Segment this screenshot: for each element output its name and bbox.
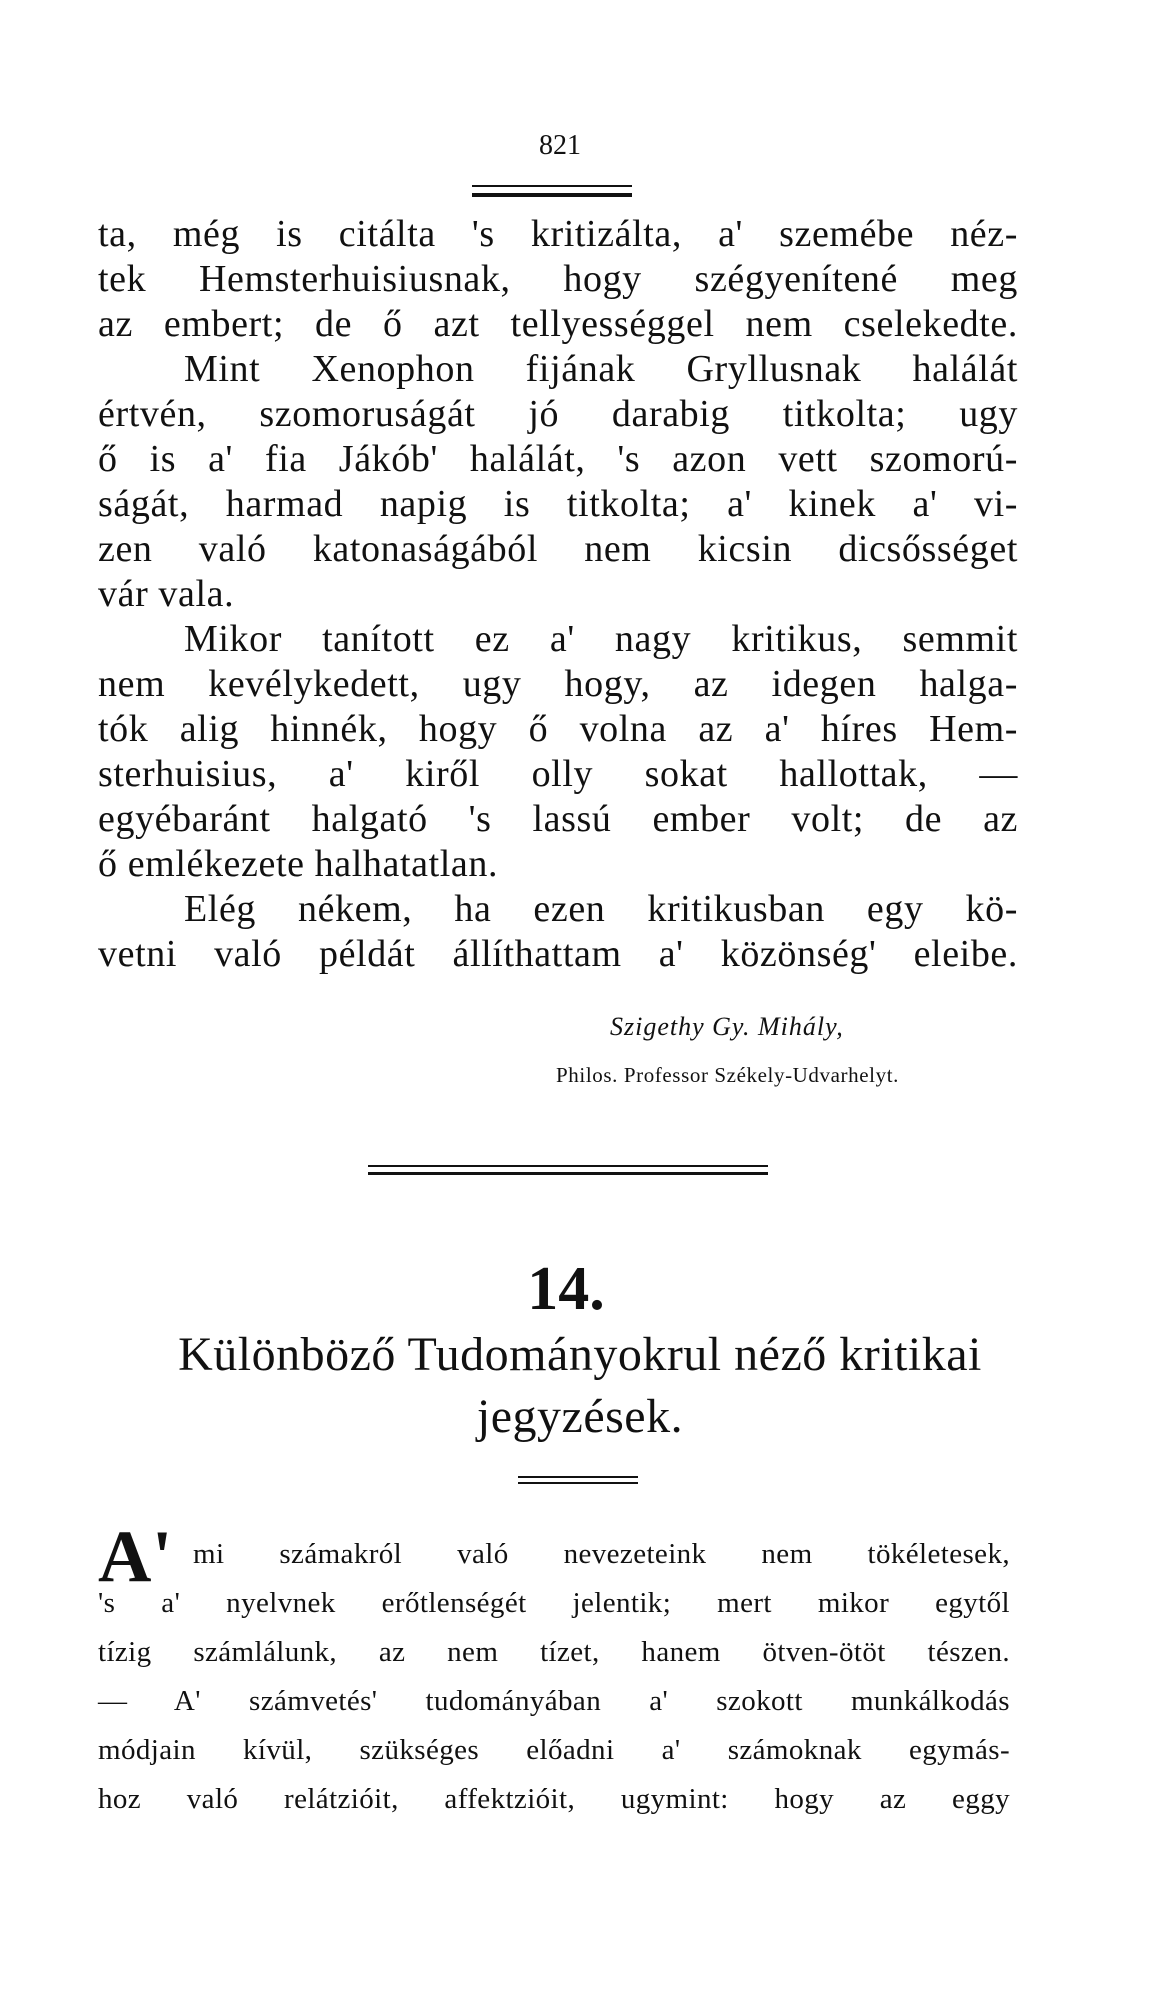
text-line: sterhuisius, a' kiről olly sokat hallottak, — <box>98 753 1018 795</box>
body-line: módjain kívül, szükséges előadni a' számoknak egymás- <box>98 1734 1010 1766</box>
text-line: az embert; de ő azt tellyességgel nem cselekedte. <box>98 303 1018 345</box>
section-title-line: Különböző Tudományokrul néző kritikai <box>178 1328 982 1381</box>
section-number: 14. <box>527 1255 605 1323</box>
page-number: 821 <box>539 130 581 161</box>
section-title-line: jegyzések. <box>476 1390 684 1443</box>
text-line: értvén, szomoruságát jó darabig titkolta; ugy <box>98 393 1018 435</box>
upper-text-block <box>98 212 1018 977</box>
first-body-line <box>98 1516 1010 1598</box>
author-signature: Szigethy Gy. Mihály, <box>610 1012 844 1041</box>
author-affiliation: Philos. Professor Székely-Udvarhelyt. <box>556 1063 899 1087</box>
body-line: hoz való relátzióit, affektzióit, ugymint: hogy az eggy <box>98 1783 1010 1815</box>
text-line: nem kevélykedett, ugy hogy, az idegen halga- <box>98 663 1018 705</box>
section-title <box>80 1324 1080 1448</box>
text-line: Mint Xenophon fijának Gryllusnak halálát <box>184 348 1018 390</box>
section-body-text <box>98 1516 1010 1824</box>
header-rule <box>472 185 632 197</box>
first-line-text: mi számakról való nevezeteink nem tökéletesek, <box>193 1538 1010 1570</box>
body-line: tízig számlálunk, az nem tízet, hanem ötven-ötöt tészen. <box>98 1636 1010 1668</box>
text-line: ő is a' fia Jákób' halálát, 's azon vett szomorú- <box>98 438 1018 480</box>
section-divider-rule <box>368 1165 768 1175</box>
title-underline-rule <box>518 1476 638 1484</box>
text-line: Elég nékem, ha ezen kritikusban egy kö- <box>184 888 1018 930</box>
text-line: ságát, harmad napig is titkolta; a' kinek a' vi- <box>98 483 1018 525</box>
text-line: ta, még is citálta 's kritizálta, a' szemébe néz- <box>98 213 1018 255</box>
text-line: vetni való példát állíthattam a' közönség' eleibe. <box>98 933 1018 975</box>
text-line: tek Hemsterhuisiusnak, hogy szégyenítené meg <box>98 258 1018 300</box>
body-line: — A' számvetés' tudományában a' szokott munkálkodás <box>98 1685 1010 1717</box>
text-line: vár vala. <box>98 573 235 615</box>
text-line: egyébaránt halgató 's lassú ember volt; de az <box>98 798 1018 840</box>
text-line: tók alig hinnék, hogy ő volna az a' híres Hem- <box>98 708 1018 750</box>
text-line: Mikor tanított ez a' nagy kritikus, semmit <box>184 618 1018 660</box>
text-line: ő emlékezete halhatatlan. <box>98 843 499 885</box>
text-line: zen való katonaságából nem kicsin dicsősséget <box>98 528 1018 570</box>
body-line: 's a' nyelvnek erőtlenségét jelentik; mert mikor egytől <box>98 1587 1010 1619</box>
drop-cap: A' <box>98 1516 173 1598</box>
